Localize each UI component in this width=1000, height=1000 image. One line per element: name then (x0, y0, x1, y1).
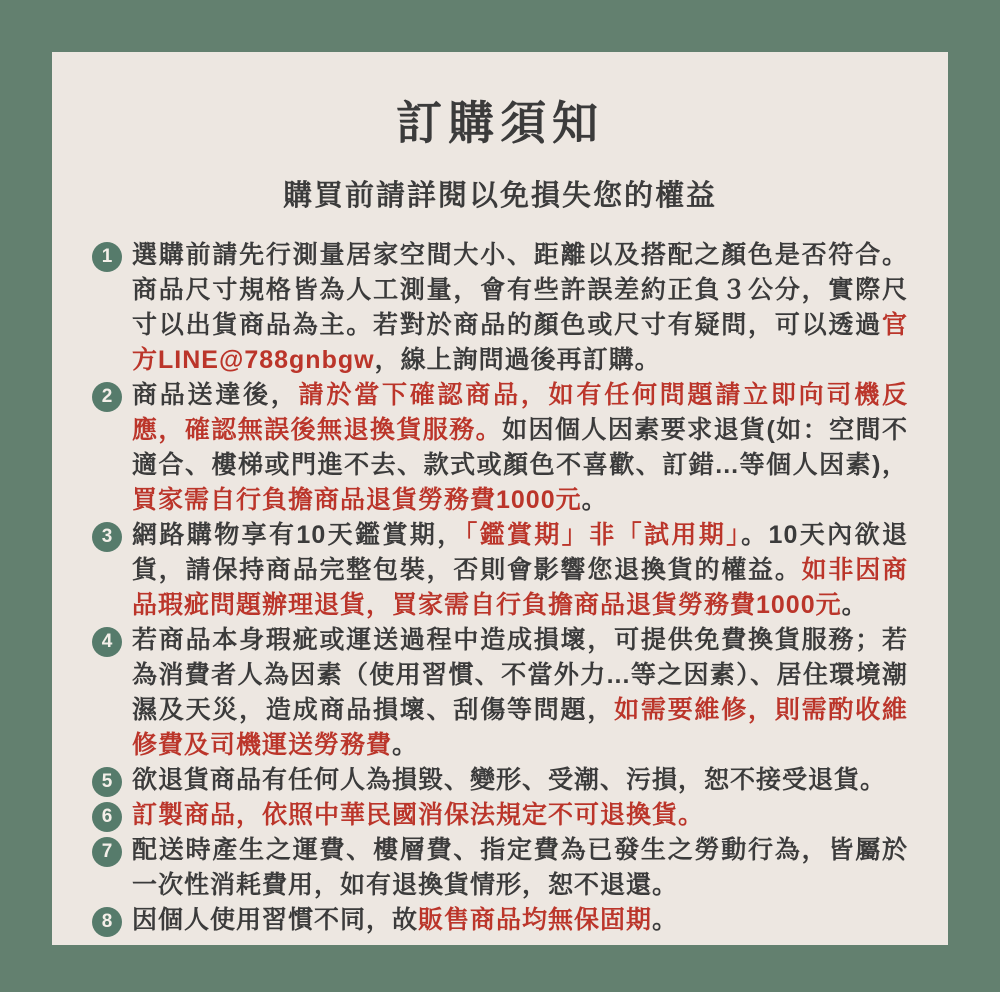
text-segment: 網路購物享有10天鑑賞期， (132, 521, 465, 549)
notice-item (92, 833, 908, 903)
notice-item (92, 798, 908, 833)
item-text (132, 833, 908, 903)
text-segment: 。10天內欲退貨，請保持商品完整包裝，否則會影響您退換貨的權益。 (132, 521, 908, 584)
text-segment: 。 (841, 591, 868, 619)
item-number-badge: 6 (92, 802, 122, 832)
text-segment: 買家需自行負擔商品退貨勞務費1000元 (132, 486, 582, 514)
page-title: 訂購須知 (396, 97, 604, 149)
text-segment: 訂製商品，依照中華民國消保法規定不可退換貨。 (132, 801, 705, 829)
item-number-badge: 8 (92, 907, 122, 937)
text-segment: 欲退貨商品有任何人為損毀、變形、受潮、污損，恕不接受退貨。 (132, 766, 887, 794)
text-segment: 如需要維修，則需酌收維修費及司機運送勞務費 (132, 696, 908, 759)
item-text (132, 518, 908, 623)
page-subtitle: 購買前請詳閱以免損失您的權益 (282, 180, 717, 212)
item-number-badge: 7 (92, 837, 122, 867)
text-segment: 如非因商品瑕疵問題辦理退貨，買家需自行負擔商品退貨勞務費1000元 (132, 556, 908, 619)
item-number-badge: 4 (92, 627, 122, 657)
notice-item (92, 763, 908, 798)
text-segment: 請於當下確認商品，如有任何問題請立即向司機反應，確認無誤後無退換貨服務。 (132, 381, 908, 444)
text-segment: 。 (581, 486, 608, 514)
item-text (132, 238, 908, 378)
text-segment: 。 (652, 906, 679, 934)
text-segment: 。 (392, 731, 419, 759)
item-text (132, 378, 908, 518)
item-text (132, 623, 908, 763)
text-segment: 若商品本身瑕疵或運送過程中造成損壞，可提供免費換貨服務；若為消費者人為因素（使用習慣、不當外力...等之因素）、居住環境潮濕及天災，造成商品損壞、刮傷等問題， (132, 626, 908, 724)
item-number-badge: 1 (92, 242, 122, 272)
text-segment: 因個人使用習慣不同，故 (132, 906, 419, 934)
item-number-badge: 3 (92, 522, 122, 552)
notice-item (92, 623, 908, 763)
item-text (132, 903, 908, 938)
item-number-badge: 5 (92, 767, 122, 797)
notice-list (92, 238, 908, 938)
text-segment: 配送時產生之運費、樓層費、指定費為已發生之勞動行為，皆屬於一次性消耗費用，如有退換貨情形，恕不退還。 (132, 836, 908, 899)
notice-item (92, 903, 908, 938)
text-segment: 商品送達後， (132, 381, 299, 409)
text-segment: ，線上詢問過後再訂購。 (374, 346, 661, 374)
text-segment: 「鑑賞期」非「試用期」 (464, 521, 742, 549)
text-segment: 如因個人因素要求退貨(如：空間不適合、樓梯或門進不去、款式或顏色不喜歡、訂錯...等個人因素)， (132, 416, 908, 479)
notice-panel (52, 52, 948, 945)
text-segment: 販售商品均無保固期 (418, 906, 653, 934)
text-segment: 官方LINE@788gnbgw (132, 311, 908, 374)
notice-item (92, 518, 908, 623)
notice-item (92, 238, 908, 378)
text-segment: 選購前請先行測量居家空間大小、距離以及搭配之顏色是否符合。商品尺寸規格皆為人工測量，會有些許誤差約正負３公分，實際尺寸以出貨商品為主。若對於商品的顏色或尺寸有疑問，可以透過 (132, 241, 908, 339)
item-text (132, 798, 908, 833)
notice-item (92, 378, 908, 518)
item-text (132, 763, 908, 798)
item-number-badge: 2 (92, 382, 122, 412)
bottom-white-strip (0, 992, 1000, 1000)
